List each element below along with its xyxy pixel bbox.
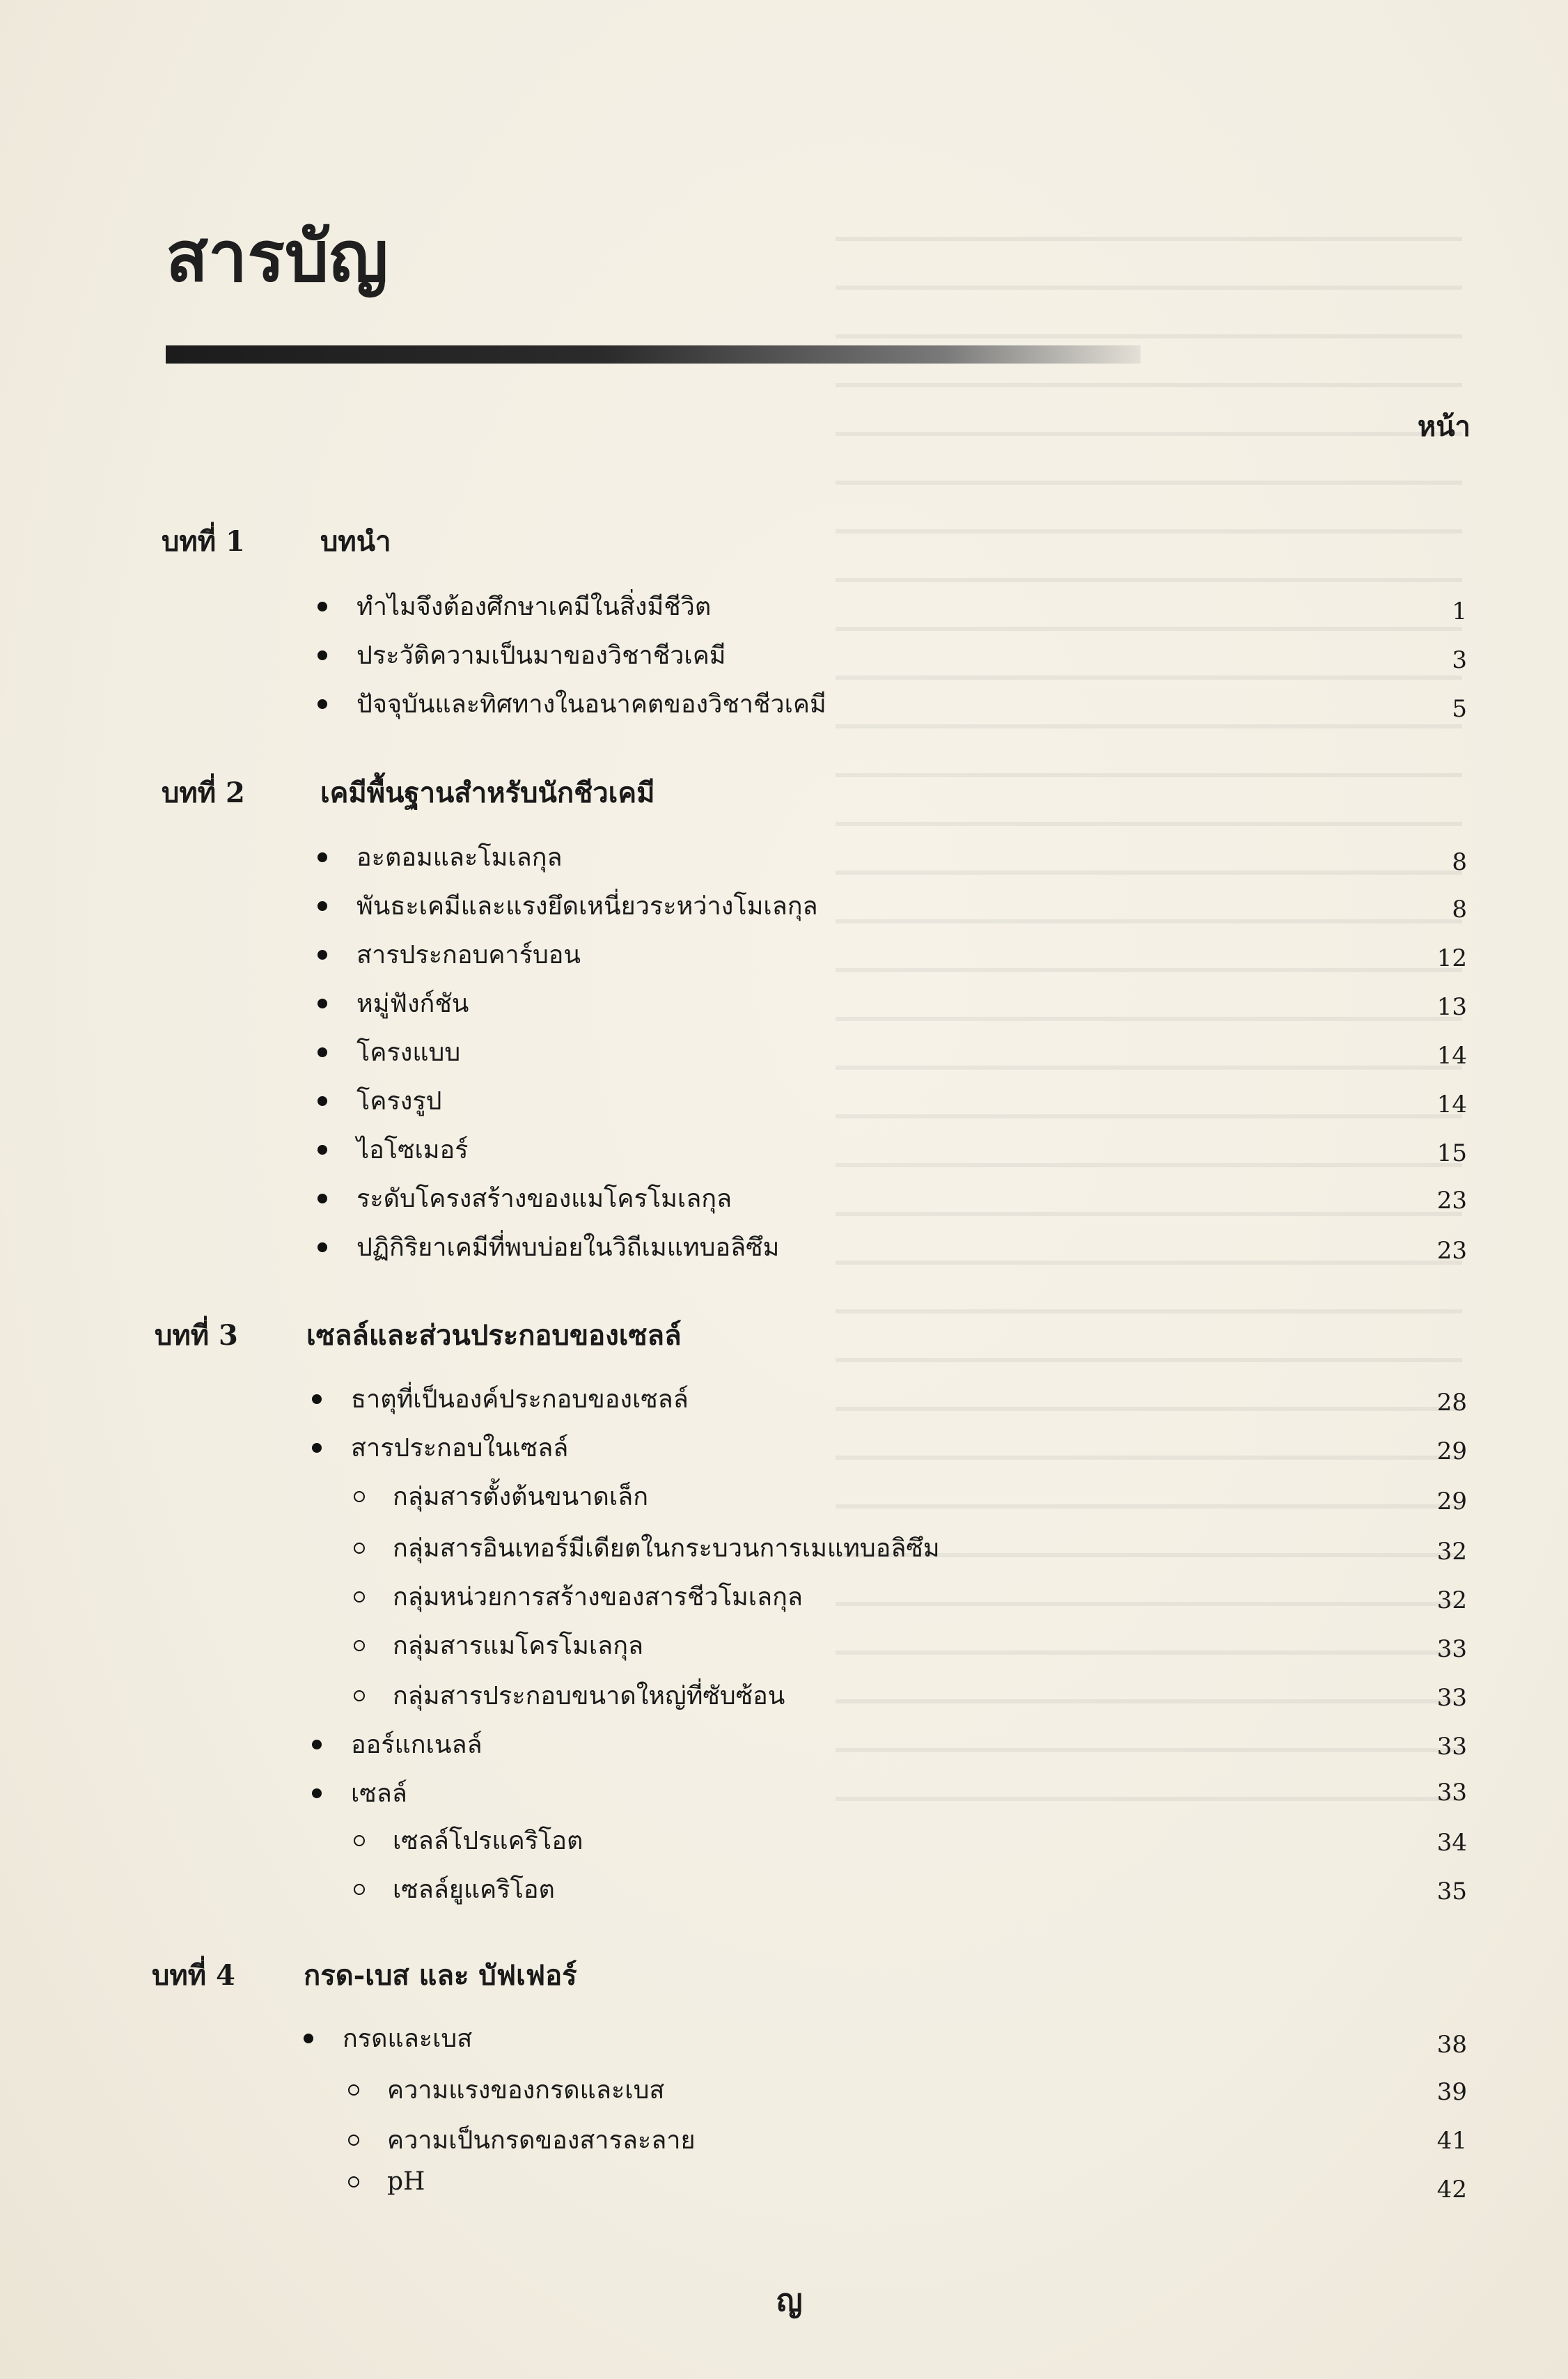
toc-entry-text: เซลล์ยูแคริโอต — [393, 1875, 555, 1904]
toc-page-number: 39 — [1436, 2078, 1467, 2106]
toc-subentry — [354, 1476, 648, 1516]
bullet-icon — [317, 650, 327, 660]
toc-page-number: 14 — [1436, 1042, 1467, 1070]
toc-entry-text: ปัจจุบันและทิศทางในอนาคตของวิชาชีวเคมี — [356, 690, 826, 719]
toc-page-number: 42 — [1436, 2176, 1467, 2204]
hollow-circle-bullet-icon — [354, 1591, 365, 1602]
bullet-icon — [317, 901, 327, 911]
hollow-circle-bullet-icon — [348, 2176, 359, 2187]
toc-entry — [312, 1379, 689, 1419]
toc-entry-text: กลุ่มสารประกอบขนาดใหญ่ที่ซับซ้อน — [393, 1682, 785, 1710]
toc-page-number: 28 — [1436, 1389, 1467, 1417]
toc-entry-text: กลุ่มสารแมโครโมเลกุล — [393, 1632, 644, 1660]
toc-page-number: 33 — [1436, 1733, 1467, 1761]
toc-entry-text: สารประกอบในเซลล์ — [351, 1434, 569, 1462]
toc-page-number: 33 — [1436, 1684, 1467, 1712]
toc-entry-text: ธาตุที่เป็นองค์ประกอบของเซลล์ — [351, 1385, 689, 1414]
toc-entry-text: ความแรงของกรดและเบส — [387, 2076, 665, 2105]
hollow-circle-bullet-icon — [354, 1491, 365, 1502]
hollow-circle-bullet-icon — [354, 1640, 365, 1651]
toc-entry — [317, 684, 826, 724]
toc-entry — [312, 1724, 483, 1764]
hollow-circle-bullet-icon — [348, 2135, 359, 2146]
hollow-circle-bullet-icon — [354, 1835, 365, 1846]
toc-page-number: 14 — [1436, 1091, 1467, 1118]
hollow-circle-bullet-icon — [348, 2084, 359, 2096]
bullet-icon — [317, 852, 327, 862]
bleed-through-texture — [836, 237, 1462, 1839]
toc-subentry — [354, 1676, 785, 1715]
footer-page-number: ญ — [776, 2283, 803, 2318]
toc-page-number: 34 — [1436, 1829, 1467, 1857]
toc-entry-text: กลุ่มหน่วยการสร้างของสารชีวโมเลกุล — [393, 1583, 803, 1612]
toc-page-number: 12 — [1436, 944, 1467, 972]
toc-entry — [317, 1032, 460, 1072]
toc-entry — [312, 1428, 568, 1467]
toc-entry — [317, 1178, 732, 1218]
hollow-circle-bullet-icon — [354, 1690, 365, 1701]
toc-entry-text: อะตอมและโมเลกุล — [356, 843, 563, 872]
toc-entry-text: ทำไมจึงต้องศึกษาเคมีในสิ่งมีชีวิต — [356, 593, 712, 621]
toc-entry — [317, 935, 581, 974]
toc-entry — [312, 1773, 407, 1813]
toc-subentry — [354, 1577, 803, 1616]
bullet-icon — [312, 1740, 322, 1749]
toc-page-number: 33 — [1436, 1635, 1467, 1663]
toc-page-number: 23 — [1436, 1187, 1467, 1215]
toc-page-number: 3 — [1452, 646, 1467, 674]
bullet-icon — [317, 699, 327, 709]
bullet-icon — [312, 1443, 322, 1453]
bullet-icon — [317, 950, 327, 960]
toc-subentry — [348, 2070, 664, 2109]
toc-page-number: 32 — [1436, 1586, 1467, 1614]
toc-page-number: 35 — [1436, 1878, 1467, 1905]
toc-entry-text: พันธะเคมีและแรงยึดเหนี่ยวระหว่างโมเลกุล — [356, 892, 818, 921]
toc-entry-text: ปฏิกิริยาเคมีที่พบบ่อยในวิถีเมแทบอลิซึม — [356, 1233, 780, 1262]
toc-entry — [317, 886, 818, 926]
toc-page-number: 15 — [1436, 1139, 1467, 1167]
toc-entry — [317, 586, 711, 626]
bullet-icon — [312, 1394, 322, 1404]
toc-entry-text: โครงรูป — [356, 1087, 442, 1116]
bullet-icon — [317, 1096, 327, 1106]
toc-page-number: 29 — [1436, 1488, 1467, 1515]
bullet-icon — [317, 602, 327, 611]
toc-entry-text: เซลล์โปรแคริโอต — [393, 1827, 583, 1855]
toc-subentry — [348, 2167, 425, 2196]
toc-page-number: 8 — [1452, 848, 1467, 876]
chapter-title: กรด-เบส และ บัฟเฟอร์ — [304, 1959, 577, 1992]
toc-subentry — [348, 2120, 696, 2160]
toc-entry — [317, 1227, 779, 1267]
toc-page-number: 33 — [1436, 1779, 1467, 1807]
chapter-title: บทนำ — [320, 525, 391, 558]
toc-page-number: 5 — [1452, 695, 1467, 723]
toc-entry-text: ระดับโครงสร้างของแมโครโมเลกุล — [356, 1185, 732, 1213]
toc-subentry — [354, 1869, 555, 1909]
bullet-icon — [312, 1788, 322, 1798]
toc-entry — [317, 983, 469, 1023]
chapter-number: บทที่ 3 — [155, 1319, 238, 1352]
chapter-title: เซลล์และส่วนประกอบของเซลล์ — [306, 1319, 682, 1352]
bullet-icon — [317, 1242, 327, 1252]
toc-page-number: 29 — [1436, 1437, 1467, 1465]
toc-entry-text: ไอโซเมอร์ — [356, 1136, 469, 1164]
toc-page-number: 32 — [1436, 1538, 1467, 1566]
page-title: สารบัญ — [166, 215, 389, 297]
toc-entry-text: กรดและเบส — [343, 2025, 473, 2053]
title-underline-bar — [166, 345, 1140, 364]
toc-entry-text: pH — [387, 2167, 425, 2196]
toc-entry-text: กลุ่มสารอินเทอร์มีเดียตในกระบวนการเมแทบอลิซึม — [393, 1534, 940, 1563]
toc-subentry — [354, 1820, 583, 1860]
chapter-number: บทที่ 1 — [162, 525, 245, 558]
toc-entry — [317, 1081, 442, 1121]
chapter-number: บทที่ 2 — [162, 777, 245, 809]
toc-entry — [317, 837, 563, 877]
toc-page-number: 13 — [1436, 993, 1467, 1021]
toc-page-number: 23 — [1436, 1237, 1467, 1265]
chapter-number: บทที่ 4 — [152, 1959, 235, 1992]
toc-entry-text: ความเป็นกรดของสารละลาย — [387, 2126, 696, 2155]
toc-page-number: 1 — [1452, 598, 1467, 625]
bullet-icon — [317, 1145, 327, 1155]
toc-entry-text: โครงแบบ — [356, 1038, 461, 1067]
toc-entry — [304, 2018, 472, 2058]
toc-entry-text: หมู่ฟังก์ชัน — [356, 990, 469, 1018]
bullet-icon — [317, 999, 327, 1008]
toc-subentry — [354, 1625, 643, 1665]
bullet-icon — [317, 1047, 327, 1057]
toc-subentry — [354, 1528, 940, 1568]
toc-page-number: 41 — [1436, 2127, 1467, 2155]
bullet-icon — [304, 2034, 313, 2043]
toc-entry — [317, 1130, 469, 1169]
chapter-title: เคมีพื้นฐานสำหรับนักชีวเคมี — [320, 777, 655, 809]
hollow-circle-bullet-icon — [354, 1884, 365, 1895]
toc-entry-text: ออร์แกเนลล์ — [351, 1731, 483, 1759]
hollow-circle-bullet-icon — [354, 1543, 365, 1554]
bullet-icon — [317, 1194, 327, 1203]
toc-entry-text: กลุ่มสารตั้งต้นขนาดเล็ก — [393, 1483, 649, 1511]
toc-entry-text: สารประกอบคาร์บอน — [356, 941, 581, 969]
toc-page-number: 38 — [1436, 2031, 1467, 2059]
toc-entry — [317, 635, 726, 675]
toc-page-number: 8 — [1452, 896, 1467, 923]
toc-entry-text: ประวัติความเป็นมาของวิชาชีวเคมี — [356, 641, 726, 670]
page-column-label: หน้า — [1417, 410, 1471, 443]
toc-entry-text: เซลล์ — [351, 1779, 407, 1808]
